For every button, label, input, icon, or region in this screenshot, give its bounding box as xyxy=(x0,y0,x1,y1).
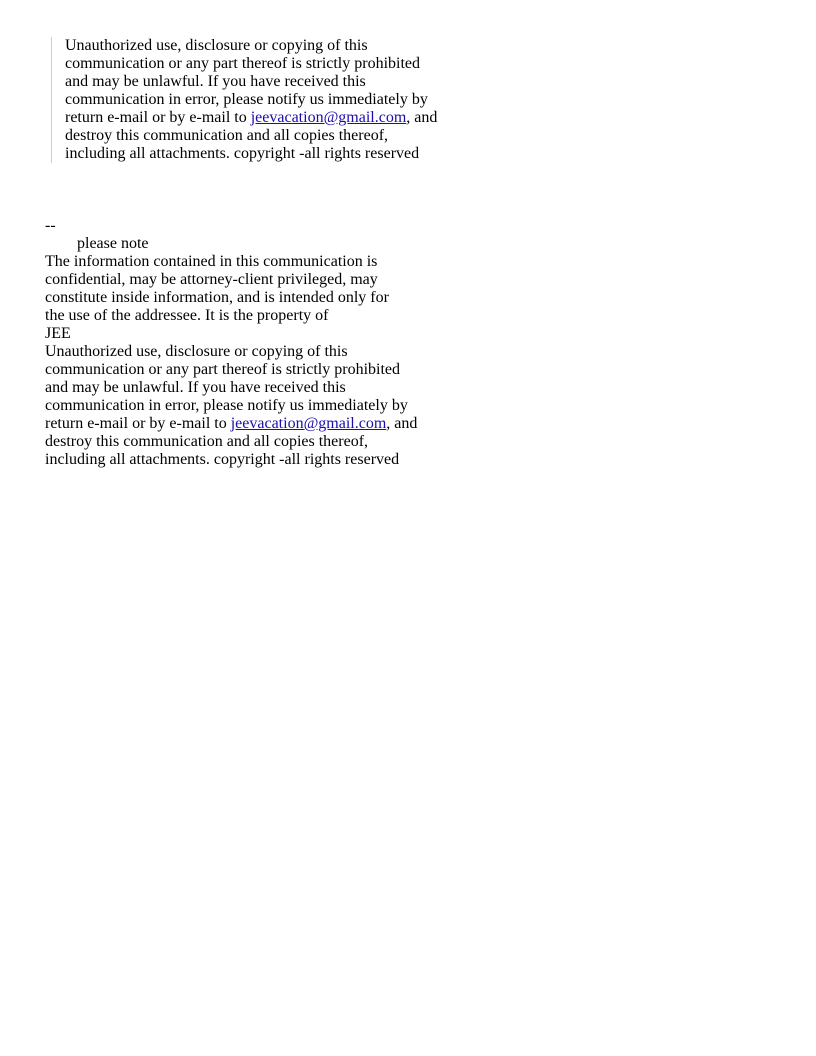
quoted-email-prefix: return e-mail or by e-mail to xyxy=(65,109,251,126)
signature-line: Unauthorized use, disclosure or copying of this xyxy=(45,343,348,360)
quoted-email-suffix: , and xyxy=(406,109,438,126)
quoted-email-link[interactable]: jeevacation@gmail.com xyxy=(250,109,407,126)
signature-line: communication or any part thereof is strictly prohibited xyxy=(45,361,401,378)
quoted-line: communication in error, please notify us immediately by xyxy=(65,91,428,108)
signature-line: including all attachments. copyright -all rights reserved xyxy=(45,451,400,468)
signature-line: constitute inside information, and is intended only for xyxy=(45,289,389,306)
quoted-line: destroy this communication and all copies thereof, xyxy=(65,127,389,144)
signature-email-suffix: , and xyxy=(386,415,418,432)
email-body xyxy=(45,37,785,469)
signature-line: The information contained in this communication is xyxy=(45,253,378,270)
quoted-email-line xyxy=(65,109,785,127)
quoted-line: and may be unlawful. If you have received this xyxy=(65,73,366,90)
note-heading: please note xyxy=(77,235,149,252)
signature-line: JEE xyxy=(45,325,71,342)
signature-line: confidential, may be attorney-client privileged, may xyxy=(45,271,378,288)
signature-separator: -- xyxy=(45,217,56,234)
quoted-line: Unauthorized use, disclosure or copying of this xyxy=(65,37,368,54)
signature-line: destroy this communication and all copies thereof, xyxy=(45,433,369,450)
signature-line: and may be unlawful. If you have received this xyxy=(45,379,346,396)
spacer xyxy=(45,163,785,217)
quoted-line: including all attachments. copyright -all rights reserved xyxy=(65,145,420,162)
signature-block xyxy=(45,217,785,469)
signature-line: communication in error, please notify us immediately by xyxy=(45,397,408,414)
signature-email-link[interactable]: jeevacation@gmail.com xyxy=(230,415,387,432)
signature-line: the use of the addressee. It is the property of xyxy=(45,307,329,324)
quoted-disclaimer xyxy=(51,37,785,163)
quoted-line: communication or any part thereof is strictly prohibited xyxy=(65,55,421,72)
signature-email-line xyxy=(45,415,785,433)
signature-email-prefix: return e-mail or by e-mail to xyxy=(45,415,231,432)
